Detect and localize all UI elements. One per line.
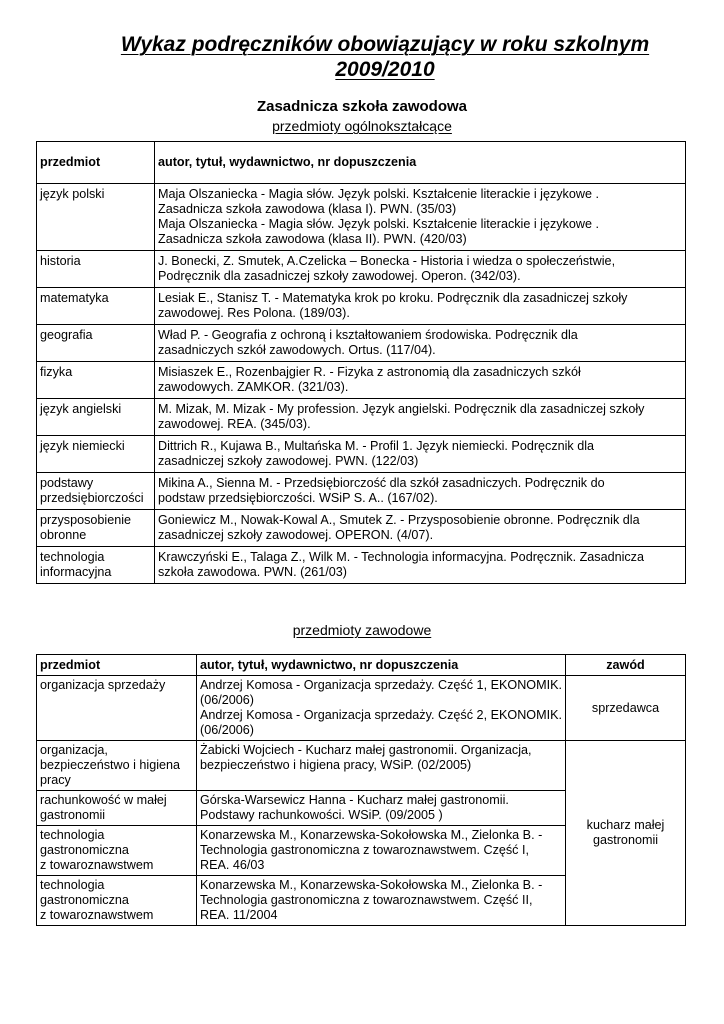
table-row — [37, 184, 686, 251]
books-cell — [155, 473, 686, 510]
books-cell — [155, 288, 686, 325]
text-line: Konarzewska M., Konarzewska-Sokołowska M., Zielonka B. - — [200, 828, 543, 842]
text-line: Maja Olszaniecka - Magia słów. Język polski. Kształcenie literackie i językowe . — [158, 217, 599, 231]
text-line: Podstawy rachunkowości. WSiP. (09/2005 ) — [200, 808, 443, 822]
subject-cell — [37, 547, 155, 584]
table-row — [37, 741, 686, 791]
books-cell — [197, 741, 566, 791]
school-heading: Zasadnicza szkoła zawodowa — [256, 98, 468, 115]
subject-cell — [37, 741, 197, 791]
subject-cell — [37, 826, 197, 876]
text-line: Konarzewska M., Konarzewska-Sokołowska M., Zielonka B. - — [200, 878, 543, 892]
text-line: zawodowej. Res Polona. (189/03). — [158, 306, 350, 320]
books-cell — [155, 547, 686, 584]
text-line: J. Bonecki, Z. Smutek, A.Czelicka – Bonecka - Historia i wiedza o społeczeństwie, — [158, 254, 616, 268]
table-row — [37, 547, 686, 584]
text-line: zasadniczej szkoły zawodowej. PWN. (122/03) — [158, 454, 419, 468]
text-line: bezpieczeństwo i higiena — [40, 758, 181, 772]
title-line-2: 2009/2010 — [335, 58, 435, 81]
text-line: Andrzej Komosa - Organizacja sprzedaży. Część 1, EKONOMIK. (06/2006) — [200, 678, 562, 707]
books-cell — [197, 876, 566, 926]
table-row — [37, 288, 686, 325]
subject-cell — [37, 876, 197, 926]
table-row — [37, 251, 686, 288]
text-line: z towaroznawstwem — [40, 908, 154, 922]
text-line: język polski — [40, 187, 105, 201]
subject-cell — [37, 473, 155, 510]
subject-cell — [37, 325, 155, 362]
title-line-1: Wykaz podręczników obowiązujący w roku szkolnym — [120, 33, 650, 56]
books-cell — [197, 791, 566, 826]
text-line: zasadniczej szkoły zawodowej. OPERON. (4/07). — [158, 528, 434, 542]
text-line: historia — [40, 254, 81, 268]
text-line: przedsiębiorczości — [40, 491, 144, 505]
text-line: przysposobienie — [40, 513, 132, 527]
text-line: zawodowych. ZAMKOR. (321/03). — [158, 380, 349, 394]
text-line: rachunkowość w małej — [40, 793, 167, 807]
text-line: Technologia gastronomiczna z towaroznawstwem. Część I, — [200, 843, 529, 857]
text-line: Misiaszek E., Rozenbajgier R. - Fizyka z astronomią dla zasadniczych szkół — [158, 365, 581, 379]
text-line: Mikina A., Sienna M. - Przedsiębiorczość dla szkół zasadniczych. Podręcznik do — [158, 476, 605, 490]
subject-cell — [37, 510, 155, 547]
text-line: podstaw przedsiębiorczości. WSiP S. A.. (167/02). — [158, 491, 438, 505]
header-subject: przedmiot — [37, 142, 155, 184]
text-line: język angielski — [40, 402, 122, 416]
general-subjects-table — [36, 141, 686, 584]
books-cell — [155, 251, 686, 288]
text-line: informacyjna — [40, 565, 112, 579]
header-profession: zawód — [566, 655, 686, 676]
vocational-subjects-table — [36, 654, 686, 926]
text-line: technologia — [40, 878, 105, 892]
text-line: szkoła zawodowa. PWN. (261/03) — [158, 565, 347, 579]
table-row — [37, 473, 686, 510]
subject-cell — [37, 184, 155, 251]
text-line: gastronomii — [40, 808, 106, 822]
table-row — [37, 510, 686, 547]
text-line: sprzedawca — [591, 700, 660, 715]
general-subjects-subtitle: przedmioty ogólnokształcące — [272, 118, 452, 134]
text-line: technologia — [40, 828, 105, 842]
subject-cell — [37, 251, 155, 288]
text-line: Lesiak E., Stanisz T. - Matematyka krok po kroku. Podręcznik dla zasadniczej szkoły — [158, 291, 628, 305]
text-line: Goniewicz M., Nowak-Kowal A., Smutek Z. - Przysposobienie obronne. Podręcznik dla — [158, 513, 640, 527]
text-line: Zasadnicza szkoła zawodowa (klasa I). PWN. (35/03) — [158, 202, 457, 216]
text-line: Górska-Warsewicz Hanna - Kucharz małej gastronomii. — [200, 793, 509, 807]
table-header-row — [37, 655, 686, 676]
header-subject: przedmiot — [37, 655, 197, 676]
text-line: Podręcznik dla zasadniczej szkoły zawodowej. Operon. (342/03). — [158, 269, 521, 283]
text-line: Zasadnicza szkoła zawodowa (klasa II). PWN. (420/03) — [158, 232, 467, 246]
table-row — [37, 399, 686, 436]
subject-cell — [37, 288, 155, 325]
text-line: organizacja sprzedaży — [40, 678, 166, 692]
books-cell — [155, 510, 686, 547]
table-row — [37, 325, 686, 362]
text-line: gastronomiczna — [40, 893, 129, 907]
header-books: autor, tytuł, wydawnictwo, nr dopuszczenia — [155, 142, 686, 184]
profession-cell — [566, 676, 686, 741]
text-line: geografia — [40, 328, 93, 342]
text-line: technologia — [40, 550, 105, 564]
vocational-subjects-subtitle: przedmioty zawodowe — [292, 622, 432, 638]
text-line: Dittrich R., Kujawa B., Multańska M. - Profil 1. Język niemiecki. Podręcznik dla — [158, 439, 595, 453]
text-line: gastronomii — [592, 833, 659, 847]
text-line: Andrzej Komosa - Organizacja sprzedaży. Część 2, EKONOMIK. (06/2006) — [200, 708, 562, 737]
document-title — [100, 32, 670, 82]
text-line: Technologia gastronomiczna z towaroznawstwem. Część II, — [200, 893, 533, 907]
table-row — [37, 362, 686, 399]
text-line: Wład P. - Geografia z ochroną i kształtowaniem środowiska. Podręcznik dla — [158, 328, 578, 342]
books-cell — [155, 325, 686, 362]
books-cell — [197, 676, 566, 741]
text-line: bezpieczeństwo i higiena pracy, WSiP. (02/2005) — [200, 758, 472, 772]
subject-cell — [37, 676, 197, 741]
text-line: zawodowej. REA. (345/03). — [158, 417, 311, 431]
text-line: obronne — [40, 528, 87, 542]
books-cell — [155, 399, 686, 436]
subject-cell — [37, 436, 155, 473]
table-header-row — [37, 142, 686, 184]
text-line: Maja Olszaniecka - Magia słów. Język polski. Kształcenie literackie i językowe . — [158, 187, 599, 201]
text-line: podstawy — [40, 476, 94, 490]
text-line: gastronomiczna — [40, 843, 129, 857]
subject-cell — [37, 362, 155, 399]
text-line: pracy — [40, 773, 71, 787]
table-row — [37, 676, 686, 741]
books-cell — [197, 826, 566, 876]
text-line: fizyka — [40, 365, 73, 379]
text-line: zasadniczych szkół zawodowych. Ortus. (117/04). — [158, 343, 436, 357]
text-line: język niemiecki — [40, 439, 125, 453]
subject-cell — [37, 791, 197, 826]
text-line: REA. 46/03 — [200, 858, 265, 872]
text-line: REA. 11/2004 — [200, 908, 278, 922]
text-line: Żabicki Wojciech - Kucharz małej gastronomii. Organizacja, — [200, 743, 532, 757]
profession-cell — [566, 741, 686, 926]
header-books: autor, tytuł, wydawnictwo, nr dopuszczenia — [197, 655, 566, 676]
text-line: Krawczyński E., Talaga Z., Wilk M. - Technologia informacyjna. Podręcznik. Zasadnicza — [158, 550, 644, 564]
books-cell — [155, 184, 686, 251]
text-line: matematyka — [40, 291, 109, 305]
books-cell — [155, 362, 686, 399]
subject-cell — [37, 399, 155, 436]
text-line: organizacja, — [40, 743, 108, 757]
text-line: M. Mizak, M. Mizak - My profession. Język angielski. Podręcznik dla zasadniczej szkoły — [158, 402, 645, 416]
table-row — [37, 436, 686, 473]
text-line: z towaroznawstwem — [40, 858, 154, 872]
books-cell — [155, 436, 686, 473]
text-line: kucharz małej — [586, 818, 665, 832]
